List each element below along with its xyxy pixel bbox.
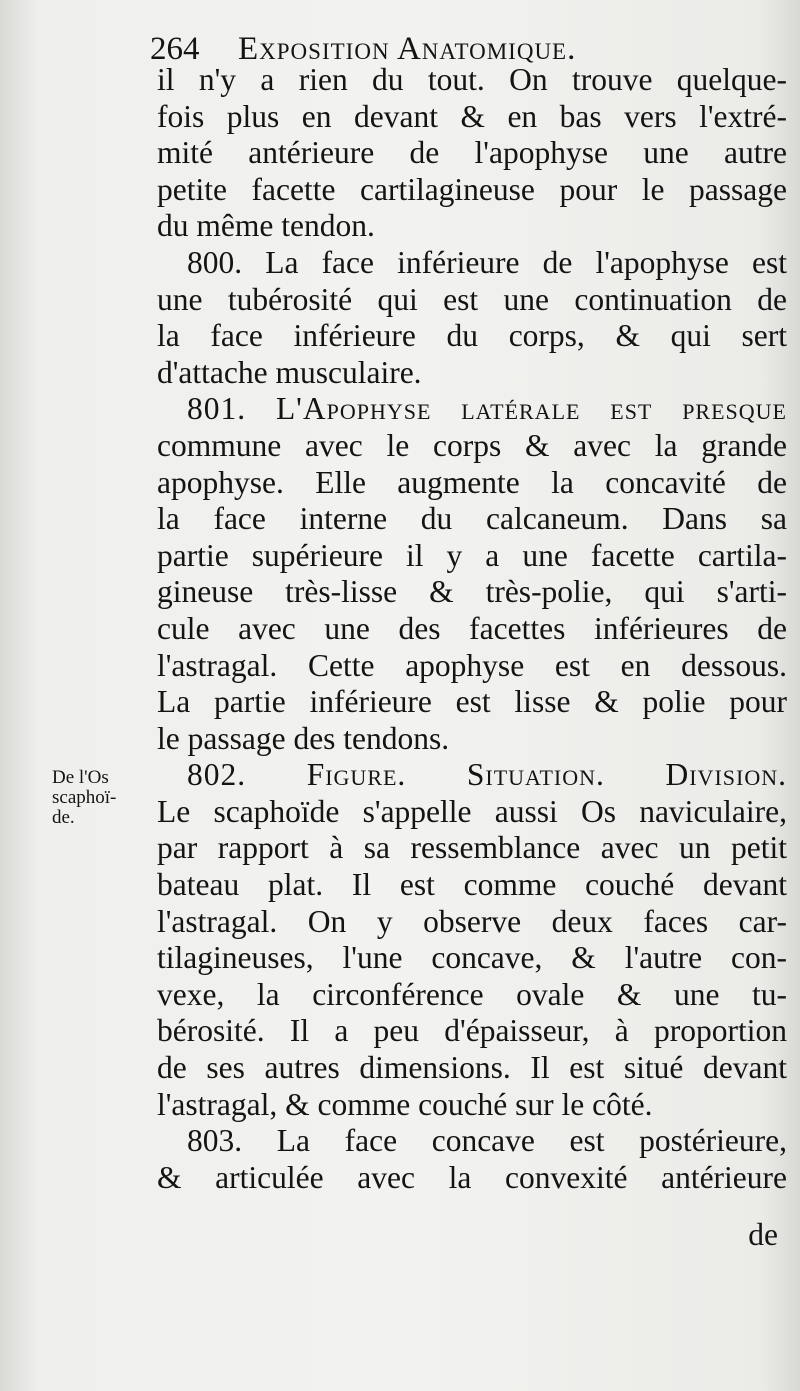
text-line: Le scaphoïde s'appelle aussi Os naviculaire,: [157, 793, 787, 829]
text-line: partie supérieure il y a une facette cartila-: [157, 537, 787, 573]
text-line: l'astragal. Cette apophyse est en dessous.: [157, 647, 787, 683]
text-line: de ses autres dimensions. Il est situé devant: [157, 1050, 787, 1086]
text-line: commune avec le corps & avec la grande: [157, 427, 787, 463]
text-line: le passage des tendons.: [157, 720, 450, 756]
paragraph-800-start: 800. La face inférieure de l'apophyse est: [187, 244, 787, 280]
paragraph-803-start: 803. La face concave est postérieure,: [187, 1123, 787, 1159]
paragraph-801-start: 801. L'Apophyse latérale est presque: [187, 391, 787, 427]
text-line: il n'y a rien du tout. On trouve quelque-: [157, 62, 787, 97]
text-line: l'astragal. On y observe deux faces car-: [157, 903, 787, 939]
catchword: de: [748, 1217, 778, 1252]
text-line: d'attache musculaire.: [157, 354, 422, 390]
margin-note: [52, 768, 152, 828]
text-line: par rapport à sa ressemblance avec un petit: [157, 830, 787, 866]
text-line: cule avec une des facettes inférieures de: [157, 610, 787, 646]
text-line: l'astragal, & comme couché sur le côté.: [157, 1086, 653, 1122]
text-line: petite facette cartilagineuse pour le passage: [157, 171, 787, 207]
text-line: une tubérosité qui est une continuation de: [157, 281, 787, 317]
text-line: la face inférieure du corps, & qui sert: [157, 318, 787, 354]
margin-note-line: De l'Os: [52, 767, 109, 788]
text-line: apophyse. Elle augmente la concavité de: [157, 464, 787, 500]
text-line: mité antérieure de l'apophyse une autre: [157, 135, 787, 171]
body-text: [157, 62, 787, 1196]
text-line: La partie inférieure est lisse & polie pour: [157, 684, 787, 720]
text-line: fois plus en devant & en bas vers l'extré-: [157, 98, 787, 134]
margin-note-line: de.: [52, 807, 75, 828]
text-line: la face interne du calcaneum. Dans sa: [157, 501, 787, 537]
margin-note-line: scaphoï-: [52, 787, 117, 808]
text-line: gineuse très-lisse & très-polie, qui s'arti-: [157, 574, 787, 610]
page-number: 264: [150, 31, 200, 67]
text-line: vexe, la circonférence ovale & une tu-: [157, 976, 787, 1012]
text-line: tilagineuses, l'une concave, & l'autre con-: [157, 940, 787, 976]
text-line: bateau plat. Il est comme couché devant: [157, 867, 787, 903]
running-title: Exposition Anatomique.: [238, 31, 577, 67]
text-line: & articulée avec la convexité antérieure: [157, 1159, 787, 1195]
text-line: bérosité. Il a peu d'épaisseur, à proportion: [157, 1013, 787, 1049]
text-line: du même tendon.: [157, 208, 375, 244]
paragraph-802-heading: 802. Figure. Situation. Division.: [187, 757, 787, 793]
